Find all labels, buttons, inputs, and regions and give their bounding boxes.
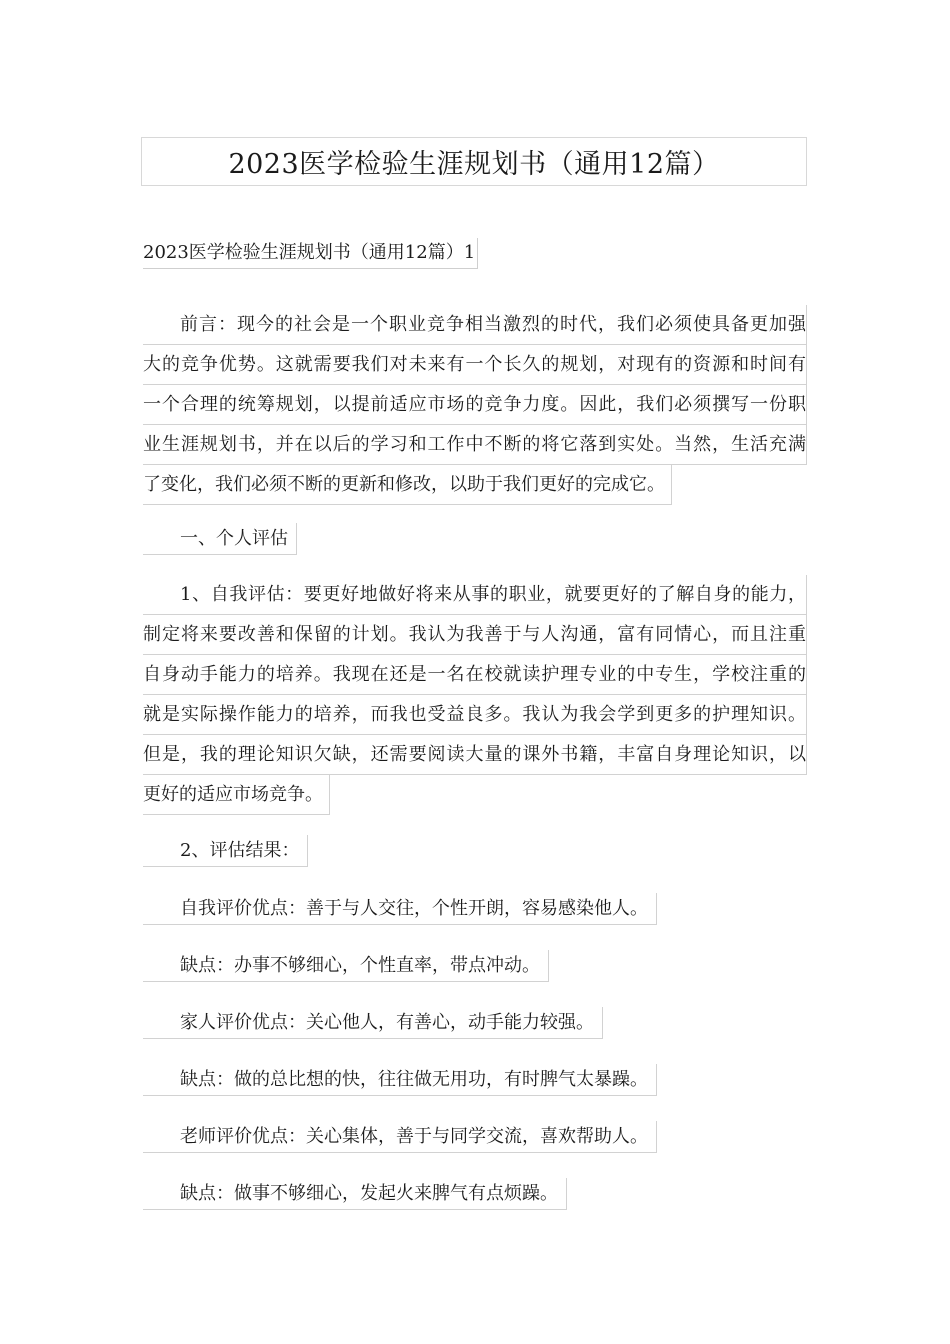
self-eval-line: 但是，我的理论知识欠缺，还需要阅读大量的课外书籍，丰富自身理论知识，以 bbox=[143, 735, 807, 775]
result-item: 老师评价优点：关心集体，善于与同学交流，喜欢帮助人。 bbox=[143, 1121, 657, 1153]
preface-line: 一个合理的统筹规划，以提前适应市场的竞争力度。因此，我们必须撰写一份职 bbox=[143, 385, 807, 425]
sub-title: 2023医学检验生涯规划书（通用12篇）1 bbox=[143, 238, 478, 269]
self-eval-line: 更好的适应市场竞争。 bbox=[143, 775, 330, 815]
preface-line: 大的竞争优势。这就需要我们对未来有一个长久的规划，对现有的资源和时间有 bbox=[143, 345, 807, 385]
result-item: 家人评价优点：关心他人，有善心，动手能力较强。 bbox=[143, 1007, 603, 1039]
preface-line: 了变化，我们必须不断的更新和修改，以助于我们更好的完成它。 bbox=[143, 465, 672, 505]
page-title-text: 2023医学检验生涯规划书（通用12篇） bbox=[228, 149, 720, 180]
result-item: 自我评价优点：善于与人交往，个性开朗，容易感染他人。 bbox=[143, 893, 657, 925]
result-item: 缺点：做的总比想的快，往往做无用功，有时脾气太暴躁。 bbox=[143, 1064, 657, 1096]
self-eval-paragraph bbox=[143, 575, 807, 820]
page-title bbox=[141, 137, 807, 186]
result-heading: 2、评估结果： bbox=[143, 835, 308, 867]
self-eval-line: 制定将来要改善和保留的计划。我认为我善于与人沟通，富有同情心，而且注重 bbox=[143, 615, 807, 655]
preface-paragraph bbox=[143, 305, 807, 510]
self-eval-line: 就是实际操作能力的培养，而我也受益良多。我认为我会学到更多的护理知识。 bbox=[143, 695, 807, 735]
preface-line: 业生涯规划书，并在以后的学习和工作中不断的将它落到实处。当然，生活充满 bbox=[143, 425, 807, 465]
result-item: 缺点：做事不够细心，发起火来脾气有点烦躁。 bbox=[143, 1178, 567, 1210]
self-eval-line: 自身动手能力的培养。我现在还是一名在校就读护理专业的中专生，学校注重的 bbox=[143, 655, 807, 695]
self-eval-line: 1、自我评估：要更好地做好将来从事的职业，就要更好的了解自身的能力， bbox=[143, 575, 807, 615]
result-item: 缺点：办事不够细心，个性直率，带点冲动。 bbox=[143, 950, 549, 982]
section-heading: 一、个人评估 bbox=[143, 523, 297, 555]
preface-line: 前言：现今的社会是一个职业竞争相当激烈的时代，我们必须使具备更加强 bbox=[143, 305, 807, 345]
